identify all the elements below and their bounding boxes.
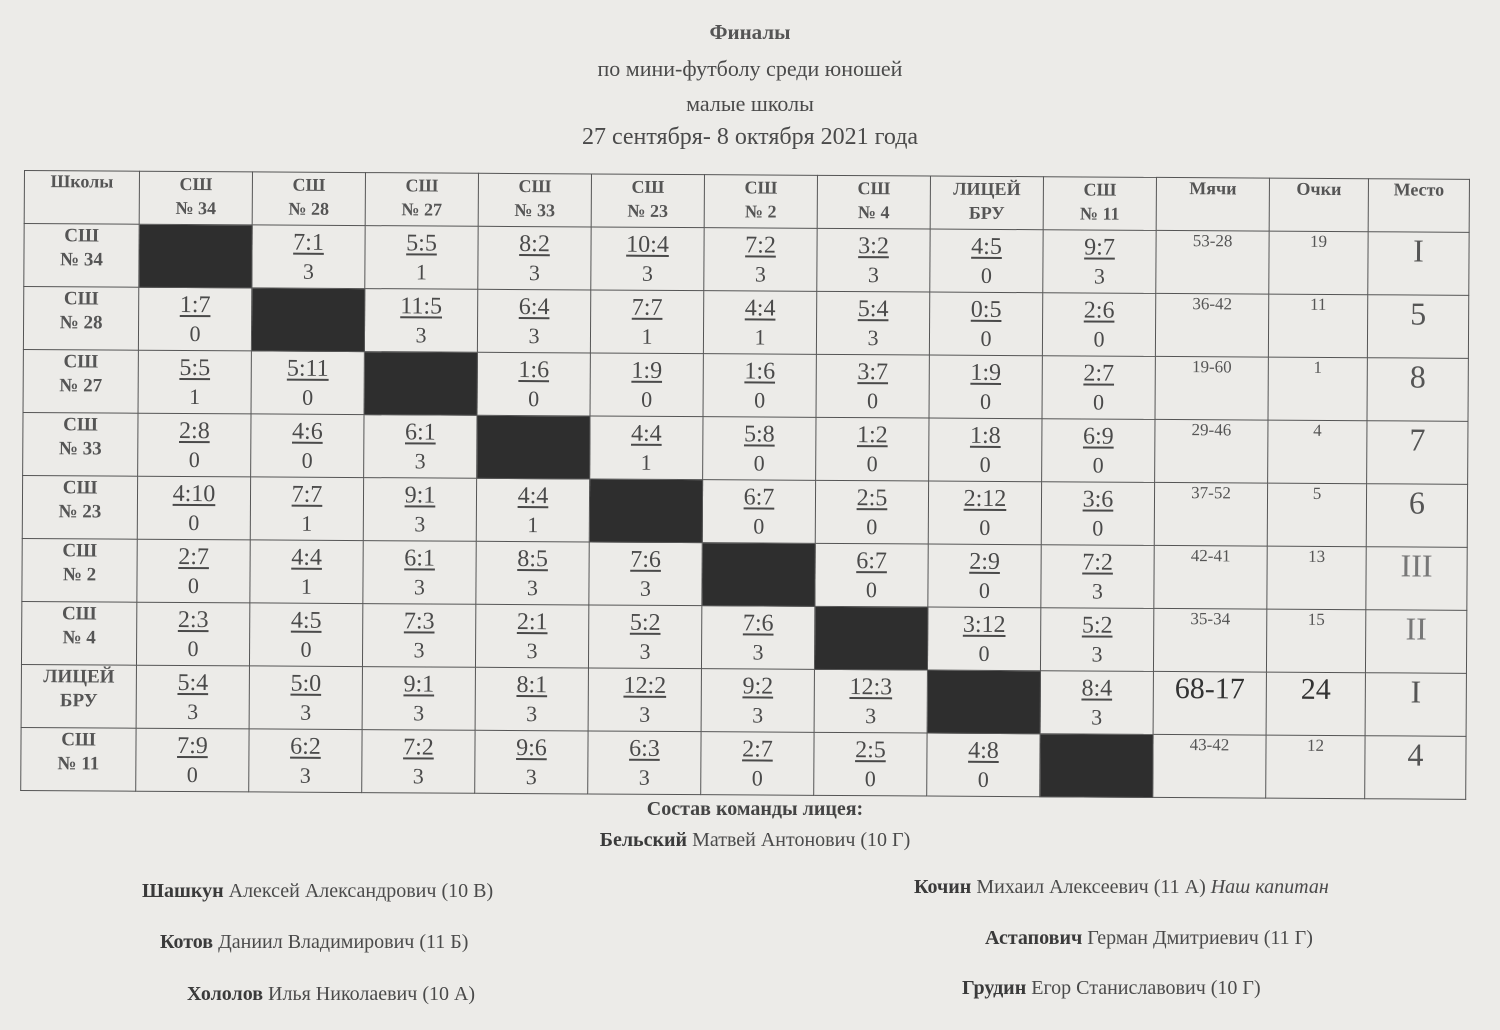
score-cell	[364, 289, 477, 353]
match-score: 8:2	[519, 231, 550, 258]
match-score: 5:4	[177, 669, 209, 697]
score-cell	[1042, 293, 1155, 357]
match-points: 0	[1093, 389, 1105, 415]
match-score: 8:5	[517, 546, 549, 573]
roster-member: Шашкун Алексей Александрович (10 В)	[142, 880, 494, 902]
score-cell	[250, 477, 363, 541]
match-points: 1	[189, 384, 201, 410]
match-points: 0	[301, 447, 313, 473]
match-points: 0	[188, 447, 200, 473]
table-row	[21, 664, 1466, 736]
score-cell	[362, 667, 475, 731]
row-header: СШ № 4	[21, 601, 136, 665]
match-points: 3	[752, 639, 764, 665]
table-row	[23, 349, 1468, 421]
score-cell	[1043, 230, 1156, 294]
match-score: 5:4	[857, 296, 889, 323]
match-points: 0	[528, 386, 540, 412]
diagonal-cell	[364, 352, 477, 416]
match-score: 4:4	[291, 544, 323, 571]
score-cell	[590, 416, 703, 480]
score-cell	[815, 543, 928, 607]
score-cell	[588, 605, 701, 669]
score-cell	[136, 728, 249, 792]
corner-header: Школы	[24, 171, 139, 225]
diagonal-cell	[927, 670, 1040, 734]
score-cell	[475, 604, 588, 668]
roster-member: Бельский Матвей Антонович (10 Г)	[599, 829, 911, 851]
match-points: 3	[865, 703, 877, 729]
match-points: 0	[641, 386, 653, 412]
match-score: 7:2	[1082, 549, 1114, 576]
match-score: 2:7	[178, 543, 210, 571]
subtitle-sport: по мини-футболу среди юношей	[597, 56, 903, 81]
match-points: 3	[528, 260, 540, 286]
score-cell	[1040, 608, 1153, 672]
match-points: 3	[187, 699, 199, 725]
goals-cell: 35-34	[1153, 608, 1266, 672]
score-cell	[703, 417, 816, 481]
match-points: 0	[300, 636, 312, 662]
row-header: СШ № 27	[23, 349, 138, 413]
score-cell	[589, 542, 702, 606]
match-points: 0	[302, 384, 314, 410]
match-score: 7:1	[293, 229, 324, 256]
match-points: 0	[753, 513, 765, 539]
match-score: 2:1	[516, 609, 548, 636]
match-score: 8:1	[516, 672, 548, 699]
score-cell	[136, 665, 249, 729]
match-points: 0	[751, 765, 763, 791]
match-score: 7:9	[177, 732, 208, 760]
diagonal-cell	[139, 224, 252, 288]
match-score: 1:9	[970, 359, 1002, 386]
match-score: 1:9	[631, 357, 663, 384]
roster-member: Котов Даниил Владимирович (11 Б)	[160, 931, 469, 953]
score-cell	[476, 541, 589, 605]
match-score: 5:11	[286, 355, 329, 382]
score-cell	[701, 732, 814, 796]
match-score: 11:5	[400, 293, 443, 320]
roster-member: Хололов Илья Николаевич (10 А)	[187, 983, 476, 1005]
goals-cell: 42-41	[1154, 545, 1267, 609]
roster-member: Кочин Михаил Алексеевич (11 А) Наш капитан	[914, 876, 1329, 898]
score-cell	[251, 351, 364, 415]
match-score: 5:5	[179, 354, 211, 382]
balls-header: Мячи	[1156, 177, 1269, 231]
diagonal-cell	[589, 479, 702, 543]
match-points: 3	[639, 638, 651, 664]
points-cell: 15	[1266, 609, 1365, 673]
goals-cell: 29-46	[1155, 419, 1268, 483]
points-cell: 1	[1268, 357, 1367, 421]
match-points: 0	[867, 388, 879, 414]
place-cell: 4	[1365, 736, 1466, 800]
match-points: 0	[978, 640, 990, 666]
captain-note: Наш капитан	[1210, 876, 1329, 898]
score-cell	[363, 541, 476, 605]
match-score: 7:6	[630, 546, 662, 573]
roster-member: Грудин Егор Станиславович (10 Г)	[962, 977, 1261, 999]
score-cell	[702, 480, 815, 544]
match-points: 3	[1093, 263, 1105, 289]
match-score: 12:3	[849, 674, 893, 701]
match-score: 4:4	[630, 420, 662, 447]
table-row	[21, 601, 1466, 673]
score-cell	[1041, 545, 1154, 609]
match-score: 2:7	[1083, 360, 1115, 387]
match-points: 3	[413, 574, 426, 600]
score-cell	[364, 415, 477, 479]
match-score: 0:5	[970, 296, 1002, 323]
points-cell: 11	[1268, 294, 1367, 358]
row-header: СШ № 28	[23, 287, 138, 351]
score-cell	[703, 291, 816, 355]
subtitle-dates: 27 сентября- 8 октября 2021 года	[581, 124, 919, 150]
document-title: Финалы	[709, 20, 791, 44]
match-score: 12:2	[623, 672, 667, 699]
match-points: 3	[415, 322, 427, 348]
match-score: 4:5	[290, 607, 322, 634]
score-cell	[704, 228, 817, 292]
match-points: 3	[412, 763, 424, 789]
score-cell	[137, 476, 250, 540]
place-header: Место	[1368, 179, 1469, 233]
score-cell	[138, 287, 251, 351]
match-points: 3	[638, 764, 650, 790]
match-points: 3	[867, 325, 879, 351]
match-score: 1:2	[856, 422, 888, 449]
place-cell: 6	[1366, 484, 1467, 548]
table-row	[23, 287, 1468, 359]
score-cell	[362, 604, 475, 668]
match-points: 0	[187, 573, 200, 599]
match-score: 5:2	[629, 609, 661, 636]
match-points: 3	[1091, 578, 1104, 604]
points-cell: 5	[1267, 483, 1366, 547]
points-cell: 12	[1266, 735, 1365, 799]
match-score: 5:0	[290, 670, 322, 697]
match-score: 6:1	[404, 419, 436, 446]
score-cell	[249, 729, 362, 793]
score-cell	[363, 478, 476, 542]
match-score: 3:6	[1082, 486, 1114, 513]
match-points: 3	[526, 638, 538, 664]
score-cell	[701, 606, 814, 670]
score-cell	[590, 353, 703, 417]
match-score: 2:12	[963, 485, 1007, 513]
score-cell	[475, 730, 588, 794]
diagonal-cell	[702, 543, 815, 607]
match-points: 3	[299, 762, 311, 788]
match-score: 5:5	[406, 230, 437, 257]
points-cell: 13	[1267, 546, 1366, 610]
match-points: 3	[413, 637, 425, 663]
goals-cell: 43-42	[1153, 734, 1266, 798]
goals-cell: 19-60	[1155, 356, 1268, 420]
match-points: 0	[1092, 515, 1104, 541]
match-score: 5:8	[743, 421, 775, 448]
match-score: 7:7	[291, 481, 323, 508]
match-score: 7:2	[745, 232, 776, 259]
score-cell	[251, 414, 364, 478]
score-cell	[590, 290, 703, 354]
score-cell	[815, 480, 928, 544]
match-score: 9:2	[742, 673, 774, 700]
match-score: 10:4	[626, 231, 669, 258]
match-points: 0	[980, 262, 992, 288]
table-row	[22, 475, 1467, 547]
match-points: 1	[527, 512, 539, 538]
match-score: 1:6	[744, 358, 776, 385]
match-score: 5:2	[1081, 612, 1113, 639]
match-score: 2:7	[742, 736, 773, 763]
match-score: 9:1	[403, 671, 435, 698]
match-score: 6:4	[518, 294, 550, 321]
match-points: 0	[979, 514, 991, 540]
score-cell	[477, 352, 590, 416]
match-points: 0	[1092, 452, 1104, 478]
roster-member: Астапович Герман Дмитриевич (11 Г)	[985, 927, 1313, 949]
match-points: 0	[980, 325, 992, 351]
score-cell	[1042, 419, 1155, 483]
score-cell	[588, 731, 701, 795]
row-header: СШ № 11	[21, 727, 136, 791]
match-points: 0	[1093, 326, 1105, 352]
subtitle-category: малые школы	[686, 91, 814, 116]
score-cell	[928, 544, 1041, 608]
score-cell	[477, 289, 590, 353]
goals-cell: 37-52	[1154, 482, 1267, 546]
score-cell	[1040, 671, 1153, 735]
match-points: 0	[754, 387, 766, 413]
col-header-3: СШ № 27	[365, 173, 478, 227]
match-score: 4:4	[744, 295, 776, 322]
col-header-8: ЛИЦЕЙ БРУ	[930, 176, 1043, 230]
col-header-2: СШ № 28	[252, 172, 365, 226]
match-points: 3	[1091, 641, 1103, 667]
match-score: 6:9	[1082, 423, 1114, 450]
col-header-6: СШ № 2	[704, 175, 817, 229]
match-score: 2:5	[856, 485, 888, 512]
match-points: 0	[866, 451, 878, 477]
diagonal-cell	[1040, 734, 1153, 798]
match-score: 2:5	[855, 737, 886, 764]
score-cell	[816, 354, 929, 418]
score-cell	[927, 607, 1040, 671]
place-cell: 5	[1367, 295, 1468, 359]
score-cell	[928, 481, 1041, 545]
match-points: 3	[528, 323, 540, 349]
score-cell	[929, 355, 1042, 419]
match-score: 1:8	[969, 422, 1001, 449]
match-score: 6:7	[743, 484, 775, 511]
match-points: 0	[188, 510, 200, 536]
match-points: 3	[1091, 704, 1103, 730]
match-points: 1	[641, 323, 653, 349]
col-header-7: СШ № 4	[817, 175, 930, 229]
score-cell	[703, 354, 816, 418]
match-score: 6:7	[856, 548, 888, 575]
place-cell: 8	[1367, 358, 1468, 422]
match-score: 4:5	[971, 233, 1002, 260]
match-points: 3	[641, 260, 653, 286]
match-points: 3	[302, 258, 314, 284]
match-score: 2:8	[178, 417, 210, 445]
score-cell	[927, 733, 1040, 797]
score-cell	[701, 669, 814, 733]
match-points: 0	[865, 577, 878, 603]
points-cell: 24	[1266, 672, 1365, 736]
match-score: 3:7	[857, 359, 889, 386]
match-score: 7:6	[742, 610, 774, 637]
score-cell	[814, 669, 927, 733]
col-header-4: СШ № 33	[478, 173, 591, 227]
match-score: 3:12	[962, 611, 1006, 639]
row-header: ЛИЦЕЙ БРУ	[21, 664, 136, 728]
score-cell	[591, 227, 704, 291]
match-points: 3	[639, 575, 652, 601]
table-row	[22, 538, 1467, 610]
score-cell	[136, 602, 249, 666]
points-header: Очки	[1269, 178, 1368, 232]
match-score: 2:6	[1083, 297, 1115, 324]
score-cell	[588, 668, 701, 732]
place-cell: I	[1368, 232, 1469, 296]
match-points: 3	[526, 701, 538, 727]
row-header: СШ № 2	[22, 538, 137, 602]
diagonal-cell	[814, 606, 927, 670]
score-cell	[929, 418, 1042, 482]
match-points: 0	[189, 321, 201, 347]
score-cell	[1042, 356, 1155, 420]
match-score: 6:3	[629, 735, 660, 762]
match-score: 4:10	[172, 480, 216, 508]
score-cell	[137, 539, 250, 603]
match-score: 7:2	[403, 734, 434, 761]
match-points: 3	[525, 764, 537, 790]
diagonal-cell	[477, 415, 590, 479]
diagonal-cell	[251, 288, 364, 352]
table-row	[21, 727, 1466, 799]
table-header-row	[24, 171, 1469, 233]
col-header-5: СШ № 23	[591, 174, 704, 228]
col-header-9: СШ № 11	[1043, 177, 1156, 231]
match-points: 0	[864, 766, 876, 792]
match-points: 0	[977, 766, 989, 792]
score-cell	[249, 603, 362, 667]
score-cell	[252, 225, 365, 289]
goals-cell: 36-42	[1155, 293, 1268, 357]
match-points: 0	[980, 388, 992, 414]
score-cell	[814, 732, 927, 796]
match-score: 7:7	[631, 294, 663, 321]
row-header: СШ № 33	[23, 412, 138, 476]
place-cell: I	[1365, 673, 1466, 737]
match-points: 0	[866, 514, 878, 540]
score-cell	[138, 350, 251, 414]
score-cell	[929, 292, 1042, 356]
match-points: 1	[415, 259, 427, 285]
match-points: 1	[300, 573, 313, 599]
match-score: 1:7	[179, 291, 211, 319]
match-points: 3	[414, 448, 426, 474]
goals-cell: 53-28	[1156, 230, 1269, 294]
score-cell	[478, 226, 591, 290]
match-points: 3	[754, 261, 766, 287]
score-cell	[475, 667, 588, 731]
match-points: 3	[300, 699, 312, 725]
match-points: 0	[979, 451, 991, 477]
match-points: 1	[301, 510, 313, 536]
match-points: 3	[639, 701, 651, 727]
score-cell	[249, 666, 362, 730]
score-cell	[138, 413, 251, 477]
score-cell	[476, 478, 589, 542]
match-points: 0	[978, 577, 991, 603]
match-points: 0	[187, 636, 199, 662]
match-points: 1	[640, 449, 652, 475]
place-cell: II	[1365, 610, 1466, 674]
score-cell	[1041, 482, 1154, 546]
points-cell: 19	[1269, 231, 1368, 295]
row-header: СШ № 34	[24, 224, 139, 288]
points-cell: 4	[1268, 420, 1367, 484]
match-score: 4:8	[968, 737, 999, 764]
match-points: 3	[413, 700, 425, 726]
score-cell	[816, 291, 929, 355]
match-score: 7:3	[403, 608, 435, 635]
goals-cell: 68-17	[1153, 671, 1266, 735]
match-points: 0	[186, 762, 198, 788]
match-score: 8:4	[1081, 675, 1113, 702]
match-score: 9:6	[516, 735, 547, 762]
match-points: 0	[753, 450, 765, 476]
table-row	[23, 412, 1468, 484]
match-points: 3	[526, 575, 539, 601]
col-header-1: СШ № 34	[139, 171, 252, 225]
roster-title: Состав команды лицея:	[646, 798, 864, 820]
row-header: СШ № 23	[22, 475, 137, 539]
results-table	[20, 170, 1470, 800]
match-points: 3	[414, 511, 426, 537]
match-score: 1:6	[518, 357, 550, 384]
score-cell	[930, 229, 1043, 293]
match-score: 4:6	[291, 418, 323, 445]
place-cell: 7	[1367, 421, 1468, 485]
match-score: 2:9	[969, 548, 1001, 575]
score-cell	[816, 417, 929, 481]
match-score: 9:1	[404, 482, 436, 509]
match-score: 2:3	[177, 606, 209, 634]
table-row	[24, 224, 1469, 296]
score-cell	[362, 730, 475, 794]
match-points: 3	[752, 702, 764, 728]
match-score: 4:4	[517, 483, 549, 510]
match-score: 6:1	[404, 545, 436, 572]
match-score: 3:2	[858, 233, 889, 260]
match-score: 9:7	[1084, 234, 1115, 261]
match-points: 1	[754, 324, 766, 350]
place-cell: III	[1366, 547, 1467, 611]
match-score: 6:2	[290, 733, 321, 760]
score-cell	[250, 540, 363, 604]
match-points: 3	[867, 262, 879, 288]
score-cell	[365, 226, 478, 290]
score-cell	[817, 228, 930, 292]
